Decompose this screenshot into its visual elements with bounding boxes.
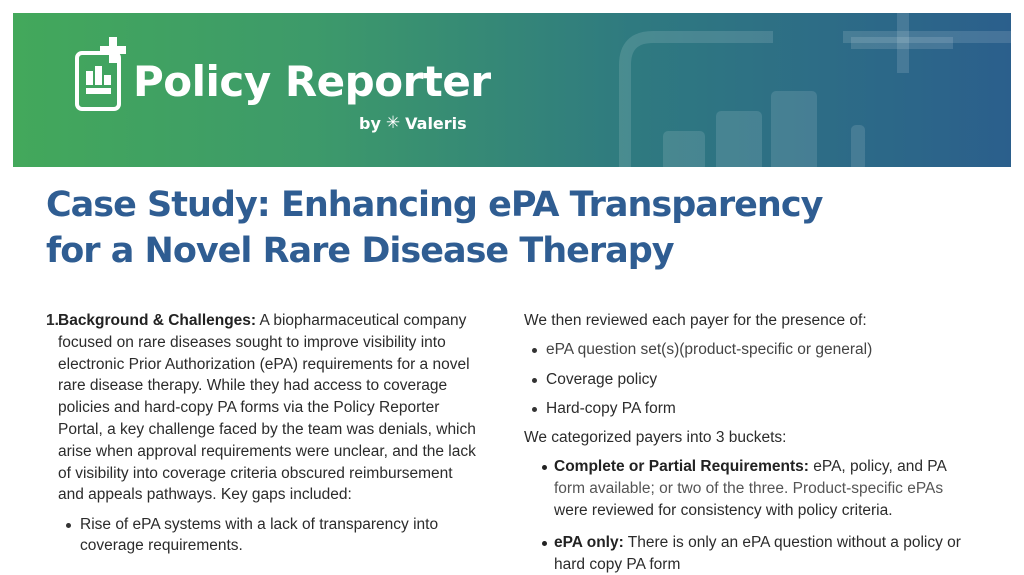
bucket-complete-partial: Complete or Partial Requirements: ePA, policy, and PA form available; or two of the three. Product-specific ePAs were reviewed for consistency with policy criteria. [524,456,994,521]
presence-item: Coverage policy [524,369,994,391]
policy-reporter-logo-icon [75,35,137,115]
page-title [46,182,822,274]
presence-item: ePA question set(s)(product-specific or general) [524,339,994,361]
section-number: 1. [46,312,59,329]
header-banner [13,13,1011,167]
bucket-label: Complete or Partial Requirements: [554,458,809,476]
body-line-1: Background & Challenges: A biopharmaceutical company [58,312,467,329]
byline-prefix: by [359,113,381,133]
body-line-7: arise when approval requirements were unclear, and the lack [58,442,476,460]
brand-byline [359,113,467,133]
gap-bullet: Rise of ePA systems with a lack of transparency into coverage requirements. [58,514,476,558]
body-line-4: rare disease therapy. While they had access to coverage [58,377,448,395]
section-body [58,310,476,557]
deco-bar-3 [771,91,817,167]
section-heading: Background & Challenges: [58,312,257,329]
byline-company: Valeris [405,113,467,133]
valeris-star-icon: ✳ [385,113,401,133]
body-line-9: and appeals pathways. Key gaps included: [58,486,352,504]
title-line-1: Case Study: Enhancing ePA Transparency [46,185,823,225]
presence-intro: We then reviewed each payer for the presence of: [524,312,867,329]
title-line-2: for a Novel Rare Disease Therapy [46,231,674,271]
left-column [46,310,496,557]
body-line-5: policies and hard-copy PA forms via the Policy Reporter [58,399,440,417]
bucket-epa-only: ePA only: There is only an ePA question without a policy or hard copy PA form [524,532,994,575]
deco-bar-1 [663,131,705,167]
presence-item: Hard-copy PA form [524,398,994,420]
buckets-intro: We categorized payers into 3 buckets: [524,429,787,447]
body-line-8: of visibility into coverage criteria obscured reimbursement [58,464,453,482]
body-line-3: electronic Prior Authorization (ePA) requirements for a novel [58,355,470,373]
body-line-2: focused on rare diseases sought to improve visibility into [58,333,446,351]
body-line-6: Portal, a key challenge faced by the team was denials, which [58,420,476,438]
bucket-label: ePA only: [554,533,624,551]
deco-bar-2 [716,111,762,167]
deco-bar-4 [851,125,865,167]
right-column [524,310,994,575]
section-background-challenges [46,310,496,557]
brand-name: Policy Reporter [133,57,491,106]
